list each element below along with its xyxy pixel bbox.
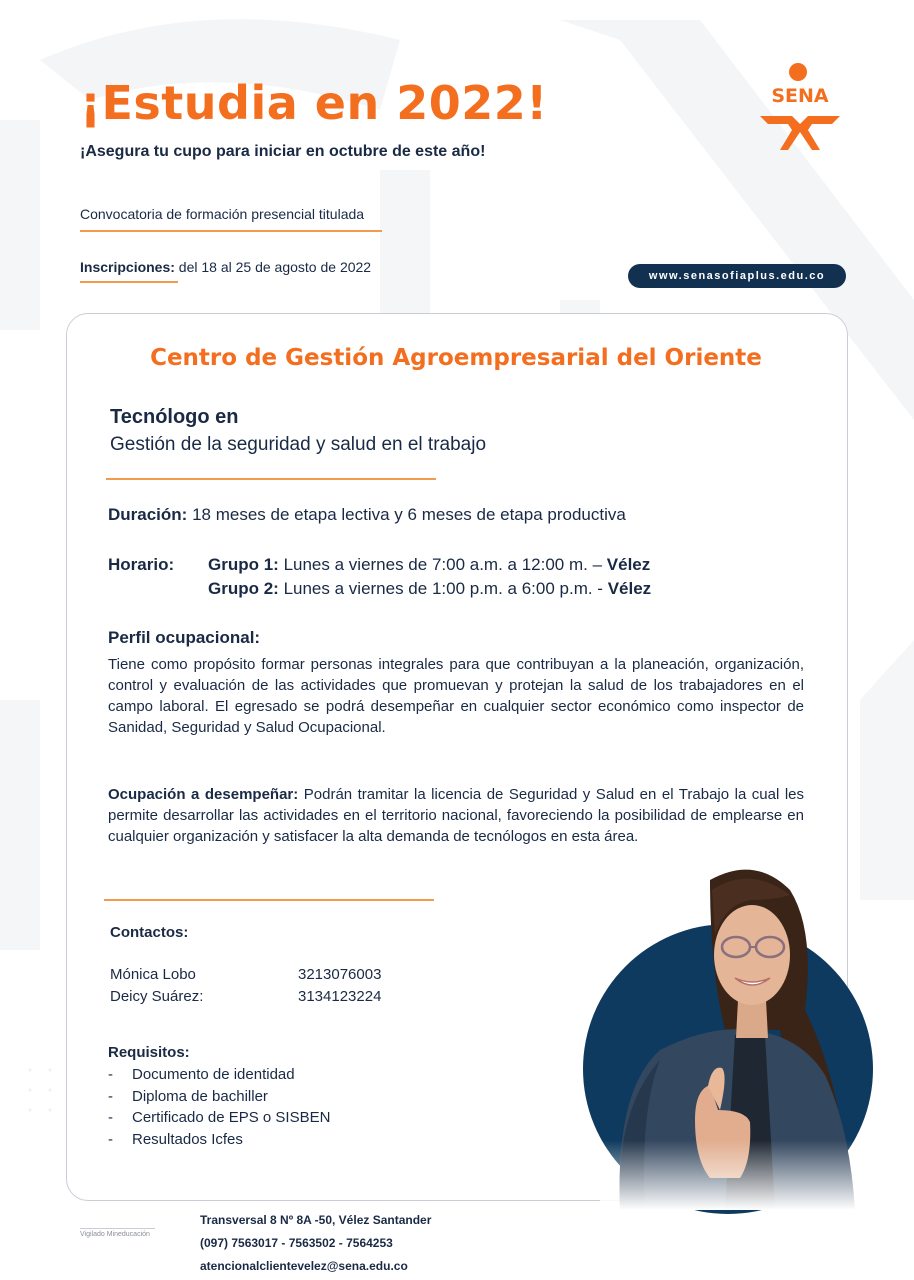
website-badge[interactable]: www.senasofiaplus.edu.co [628,264,846,288]
footer-email[interactable]: atencionalclientevelez@sena.edu.co [200,1259,408,1273]
contact-phone[interactable]: 3134123224 [298,988,382,1005]
contact-name: Deicy Suárez: [110,988,204,1005]
divider [80,281,178,283]
divider [104,899,434,901]
list-item: - Certificado de EPS o SISBEN [108,1109,331,1126]
divider [80,1228,155,1229]
svg-text:SENA: SENA [771,85,829,107]
student-photo [600,860,870,1210]
contact-phone[interactable]: 3213076003 [298,966,382,983]
inscripciones-text: Inscripciones: del 18 al 25 de agosto de 2022 [80,259,372,275]
list-item: - Resultados Icfes [108,1131,243,1148]
convocatoria-text: Convocatoria de formación presencial titulada [80,206,365,222]
list-item: - Diploma de bachiller [108,1088,268,1105]
grupo2-text: Grupo 2: Lunes a viernes de 1:00 p.m. a 6:00 p.m. - Vélez [208,579,652,598]
sena-logo [752,60,848,156]
page-title: ¡Estudia en 2022! [80,76,548,130]
requisitos-heading: Requisitos: [108,1044,190,1061]
contactos-heading: Contactos: [110,924,189,941]
center-title: Centro de Gestión Agroempresarial del Oriente [150,345,762,371]
contact-name: Mónica Lobo [110,966,196,983]
perfil-heading: Perfil ocupacional: [108,628,261,647]
divider [80,230,382,232]
horario-label: Horario: [108,555,175,574]
list-item: - Documento de identidad [108,1066,295,1083]
program-level: Tecnólogo en [110,406,239,428]
footer-address: Transversal 8 Nº 8A -50, Vélez Santander [200,1213,432,1227]
page-subtitle: ¡Asegura tu cupo para iniciar en octubre de este año! [80,143,486,160]
ocupacion-text: Ocupación a desempeñar: Podrán tramitar la licencia de Seguridad y Salud en el Trabajo la cual les permite desarrollar las actividades en el territorio nacional, favoreciendo la posibilidad de emplearse en cualquier organización y satisfacer la alta demanda de tecnólogos en esta área. [108,786,804,845]
duracion-text: Duración: 18 meses de etapa lectiva y 6 meses de etapa productiva [108,505,626,524]
divider [106,478,436,480]
footer-phones: (097) 7563017 - 7563502 - 7564253 [200,1236,393,1250]
vigilado-text: Vigilado Mineducación [80,1231,150,1238]
program-name: Gestión de la seguridad y salud en el trabajo [110,434,487,455]
grupo1-text: Grupo 1: Lunes a viernes de 7:00 a.m. a 12:00 m. – Vélez [208,555,651,574]
perfil-text: Tiene como propósito formar personas integrales para que contribuyan a la planeación, organización, control y evaluación de las actividades que promuevan y protejan la salud de los trabajadores en el campo laboral. El egresado se podrá desempeñar en cualquier sector económico como inspector de Sanidad, Seguridad y Salud Ocupacional. [108,656,804,736]
